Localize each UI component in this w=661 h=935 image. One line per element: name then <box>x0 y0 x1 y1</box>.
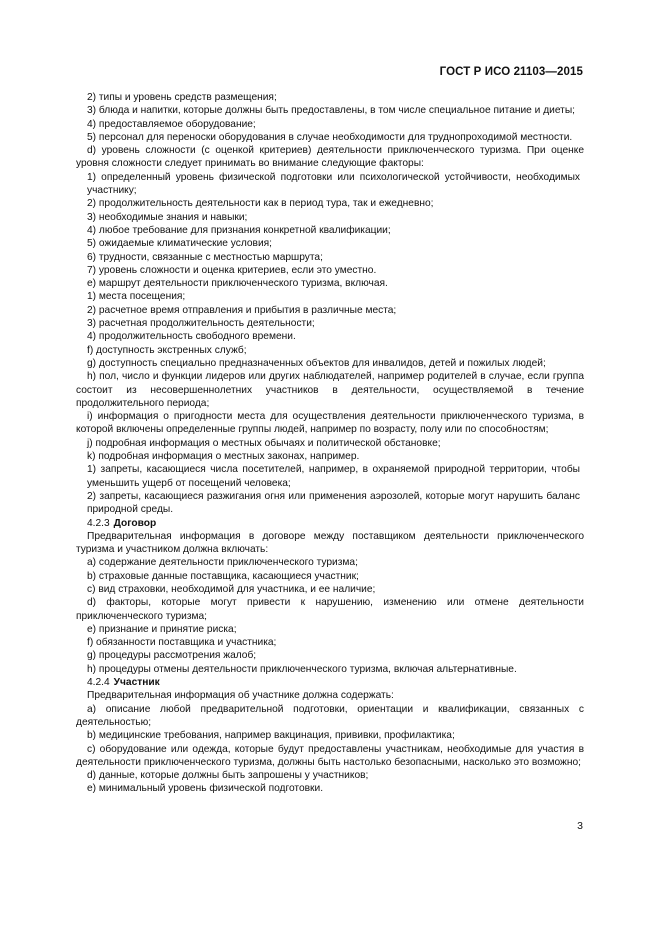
list-subitem: 5) ожидаемые климатические условия; <box>87 238 273 250</box>
section-number: 4.2.3 <box>87 517 110 529</box>
paragraph: Предварительная информация об участнике должна содержать: <box>87 690 394 702</box>
section-title: Участник <box>113 677 160 689</box>
paragraph: f) обязанности поставщика и участника; <box>87 637 277 649</box>
paragraph: d) факторы, которые могут привести к нарушению, изменению или отмене деятельности приключенческого туризма; <box>76 597 584 622</box>
list-subitem: 1) определенный уровень физической подготовки или психологической устойчивости, необходимых участнику; <box>87 171 580 197</box>
list-subitem: 4) предоставляемое оборудование; <box>87 118 256 130</box>
paragraph: j) подробная информация о местных обычаях и политической обстановке; <box>87 437 441 449</box>
list-subitem: 2) расчетное время отправления и прибытия в различные места; <box>87 304 397 316</box>
paragraph: i) информация о пригодности места для осуществления деятельности приключенческого туризма, в которой включены определенные группы людей, например по возрасту, полу или по способностям; <box>76 411 584 436</box>
list-subitem: 3) расчетная продолжительность деятельности; <box>87 318 315 330</box>
list-subitem: 7) уровень сложности и оценка критериев, если это уместно. <box>87 264 377 276</box>
paragraph: k) подробная информация о местных законах, например. <box>87 451 360 463</box>
list-subitem: 1) запреты, касающиеся числа посетителей, например, в охраняемой природной территории, чтобы уменьшить ущерб от посещений человека; <box>87 464 580 489</box>
paragraph: a) содержание деятельности приключенческого туризма; <box>87 557 358 569</box>
paragraph: е) маршрут деятельности приключенческого туризма, включая. <box>87 278 388 290</box>
paragraph: e) признание и принятие риска; <box>87 623 237 635</box>
list-subitem: 4) продолжительность свободного времени. <box>87 331 296 343</box>
list-subitem: 2) продолжительность деятельности как в период тура, так и ежедневно; <box>87 198 434 210</box>
list-subitem: 2) типы и уровень средств размещения; <box>87 92 277 103</box>
paragraph: b) медицинские требования, например вакцинация, прививки, профилактика; <box>87 730 455 742</box>
list-subitem: 6) трудности, связанные с местностью маршрута; <box>87 251 323 263</box>
paragraph: g) доступность специально предназначенных объектов для инвалидов, детей и пожилых людей; <box>87 357 546 369</box>
paragraph: c) вид страховки, необходимой для участника, и ее наличие; <box>87 583 376 595</box>
document-code: ГОСТ Р ИСО 21103—2015 <box>439 66 583 78</box>
paragraph: h) пол, число и функции лидеров или других наблюдателей, например родителей в случае, если группа состоит из несовершеннолетних участников в деятельности, осуществляемой в течение продолжительного периода; <box>76 371 584 409</box>
paragraph: c) оборудование или одежда, которые будут предоставлены участникам, необходимые для участия в деятельности приключенческого туризма, должны быть настолько безопасными, насколько это возможно; <box>76 743 584 768</box>
page-number: 3 <box>577 820 583 832</box>
paragraph: d) данные, которые должны быть запрошены у участников; <box>87 770 369 782</box>
paragraph: f) доступность экстренных служб; <box>87 344 247 356</box>
list-subitem: 4) любое требование для признания конкретной квалификации; <box>87 224 391 236</box>
list-subitem: 1) места посещения; <box>87 291 186 303</box>
section-number: 4.2.4 <box>87 677 110 689</box>
list-subitem: 3) необходимые знания и навыки; <box>87 211 248 223</box>
section-heading <box>76 517 584 530</box>
paragraph: d) уровень сложности (с оценкой критериев) деятельности приключенческого туризма. При оценке уровня сложности следует принимать во внимание следующие факторы: <box>76 145 584 170</box>
section-heading <box>76 676 584 689</box>
paragraph: Предварительная информация в договоре между поставщиком деятельности приключенческого туризма и участником должна включать: <box>76 530 584 556</box>
paragraph: b) страховые данные поставщика, касающиеся участник; <box>87 570 359 582</box>
paragraph: g) процедуры рассмотрения жалоб; <box>87 650 257 662</box>
paragraph: e) минимальный уровень физической подготовки. <box>87 783 324 795</box>
document-body <box>76 91 584 796</box>
paragraph: a) описание любой предварительной подготовки, ориентации и квалификации, связанных с деятельностью; <box>76 703 584 728</box>
paragraph: h) процедуры отмены деятельности приключенческого туризма, включая альтернативные. <box>87 663 517 675</box>
section-title: Договор <box>113 517 157 529</box>
list-subitem: 5) персонал для переноски оборудования в случае необходимости для труднопроходимой местности. <box>87 131 573 143</box>
list-subitem: 3) блюда и напитки, которые должны быть предоставлены, в том числе специальное питание и диеты; <box>87 105 575 117</box>
list-subitem: 2) запреты, касающиеся разжигания огня или применения аэрозолей, которые могут нарушить баланс природной среды. <box>87 490 580 516</box>
